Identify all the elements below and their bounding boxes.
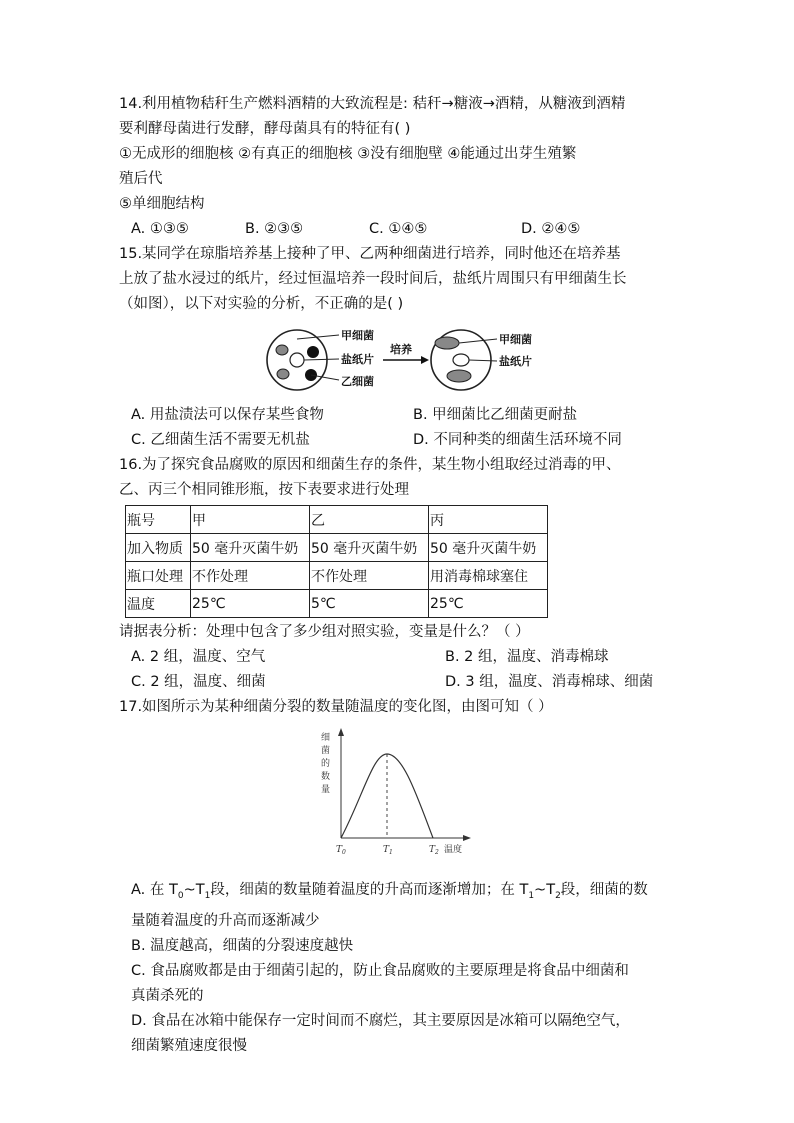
table-cell: 50 毫升灭菌牛奶 bbox=[310, 534, 429, 562]
q14-features-line3: ⑤单细胞结构 bbox=[119, 196, 205, 212]
table-cell: 乙 bbox=[310, 506, 429, 534]
table-cell: 丙 bbox=[429, 506, 548, 534]
label-yi: 乙细菌 bbox=[341, 375, 374, 388]
q14-features-line2: 殖后代 bbox=[119, 171, 163, 187]
q15-options-row2 bbox=[119, 428, 679, 453]
tick-t0: $T_0$ bbox=[336, 845, 346, 856]
q15-stem-line1: 15.某同学在琼脂培养基上接种了甲、乙两种细菌进行培养，同时他还在培养基 bbox=[119, 246, 621, 262]
q14-stem-line2: 要利酵母菌进行发酵，酵母菌具有的特征有( ) bbox=[119, 121, 411, 137]
q15-option-c[interactable]: C. 乙细菌生活不需要无机盐 bbox=[131, 432, 310, 448]
tick-t1: $T_1$ bbox=[383, 845, 393, 856]
tick-t2: $T_2$ bbox=[429, 845, 439, 856]
table-cell: 瓶号 bbox=[126, 506, 191, 534]
q16-option-b[interactable]: B. 2 组，温度、消毒棉球 bbox=[445, 649, 609, 665]
q16-option-d[interactable]: D. 3 组，温度、消毒棉球、细菌 bbox=[445, 674, 654, 690]
q17-option-c-line2[interactable]: 真菌杀死的 bbox=[131, 987, 204, 1004]
bacteria-jia-right-2 bbox=[447, 370, 471, 382]
y-label-char: 量 bbox=[321, 785, 331, 795]
q17-option-b[interactable]: B. 温度越高，细菌的分裂速度越快 bbox=[131, 937, 354, 954]
y-label-char: 的 bbox=[321, 759, 331, 769]
q15-stem-line3: （如图），以下对实验的分析，不正确的是( ) bbox=[119, 296, 404, 312]
table-cell: 温度 bbox=[126, 590, 191, 618]
y-label-char: 菌 bbox=[321, 746, 331, 756]
q15-options-row1 bbox=[119, 403, 679, 428]
bacteria-yi-left-1 bbox=[307, 346, 319, 358]
table-cell: 50 毫升灭菌牛奶 bbox=[191, 534, 310, 562]
salt-paper-right bbox=[453, 354, 469, 366]
q16-option-c[interactable]: C. 2 组，温度、细菌 bbox=[131, 674, 266, 690]
table-row bbox=[126, 562, 548, 590]
q14-option-b[interactable]: B. ②③⑤ bbox=[245, 221, 304, 237]
q17-stem: 17.如图所示为某种细菌分裂的数量随温度的变化图，由图可知（ ） bbox=[119, 699, 553, 715]
label-yan: 盐纸片 bbox=[341, 353, 374, 366]
q14-option-d[interactable]: D. ②④⑤ bbox=[521, 221, 581, 237]
q15-option-b[interactable]: B. 甲细菌比乙细菌更耐盐 bbox=[413, 407, 578, 423]
table-row bbox=[126, 534, 548, 562]
y-label-char: 细 bbox=[321, 733, 331, 743]
table-cell: 甲 bbox=[191, 506, 310, 534]
q17-option-d-line2[interactable]: 细菌繁殖速度很慢 bbox=[131, 1037, 247, 1054]
q15-option-a[interactable]: A. 用盐渍法可以保存某些食物 bbox=[131, 407, 324, 423]
bacteria-jia-right-1 bbox=[435, 337, 459, 349]
table-row bbox=[126, 590, 548, 618]
bacteria-jia-left-2 bbox=[277, 369, 289, 379]
label-culture: 培养 bbox=[390, 343, 412, 356]
label-yan-right: 盐纸片 bbox=[499, 355, 532, 368]
q17-option-d-line1[interactable]: D. 食品在冰箱中能保存一定时间而不腐烂，其主要原因是冰箱可以隔绝空气， bbox=[131, 1012, 630, 1029]
q14-option-c[interactable]: C. ①④⑤ bbox=[369, 221, 428, 237]
table-cell: 瓶口处理 bbox=[126, 562, 191, 590]
q15-stem-line2: 上放了盐水浸过的纸片，经过恒温培养一段时间后，盐纸片周围只有甲细菌生长 bbox=[119, 271, 627, 287]
q16-table bbox=[125, 505, 548, 618]
q16-options-row1 bbox=[119, 645, 679, 670]
q16-stem-line2: 乙、丙三个相同锥形瓶，按下表要求进行处理 bbox=[119, 482, 409, 498]
table-cell: 用消毒棉球塞住 bbox=[429, 562, 548, 590]
q16-option-a[interactable]: A. 2 组，温度、空气 bbox=[131, 649, 266, 665]
table-cell: 25℃ bbox=[429, 590, 548, 618]
q17-option-a-line2[interactable]: 量随着温度的升高而逐渐减少 bbox=[131, 912, 320, 929]
table-cell: 不作处理 bbox=[191, 562, 310, 590]
q16-options-row2 bbox=[119, 670, 679, 695]
q15-petri-dish-figure bbox=[265, 325, 555, 395]
q17-option-c-line1[interactable]: C. 食品腐败都是由于细菌引起的，防止食品腐败的主要原理是将食品中细菌和 bbox=[131, 962, 629, 979]
table-cell: 50 毫升灭菌牛奶 bbox=[429, 534, 548, 562]
q17-growth-curve-figure bbox=[317, 726, 477, 866]
question-page bbox=[119, 92, 679, 1059]
q15-option-d[interactable]: D. 不同种类的细菌生活环境不同 bbox=[413, 432, 622, 448]
q16-stem-line1: 16.为了探究食品腐败的原因和细菌生存的条件，某生物小组取经过消毒的甲、 bbox=[119, 457, 621, 473]
table-cell: 5℃ bbox=[310, 590, 429, 618]
x-axis-label: 温度 bbox=[444, 845, 463, 855]
q14-stem-line1: 14.利用植物秸秆生产燃料酒精的大致流程是: 秸秆→糖液→酒精，从糖液到酒精 bbox=[119, 96, 626, 112]
q16-question: 请据表分析：处理中包含了多少组对照实验，变量是什么？（ ） bbox=[119, 624, 530, 640]
q14-option-a[interactable]: A. ①③⑤ bbox=[131, 221, 189, 237]
label-jia-right: 甲细菌 bbox=[499, 333, 532, 346]
label-jia: 甲细菌 bbox=[341, 329, 374, 342]
table-cell: 不作处理 bbox=[310, 562, 429, 590]
q14-features-line1: ①无成形的细胞核 ②有真正的细胞核 ③没有细胞壁 ④能通过出芽生殖繁 bbox=[119, 146, 577, 162]
table-cell: 25℃ bbox=[191, 590, 310, 618]
q14-options bbox=[119, 217, 679, 242]
bacteria-jia-left-1 bbox=[276, 345, 288, 355]
table-row bbox=[126, 506, 548, 534]
table-cell: 加入物质 bbox=[126, 534, 191, 562]
y-label-char: 数 bbox=[321, 772, 331, 782]
q17-option-a-line1[interactable]: A. 在 T0~T1段，细菌的数量随着温度的升高而逐渐增加；在 T1~T2段，细菌的数 bbox=[131, 882, 648, 901]
salt-paper-left bbox=[290, 353, 304, 367]
